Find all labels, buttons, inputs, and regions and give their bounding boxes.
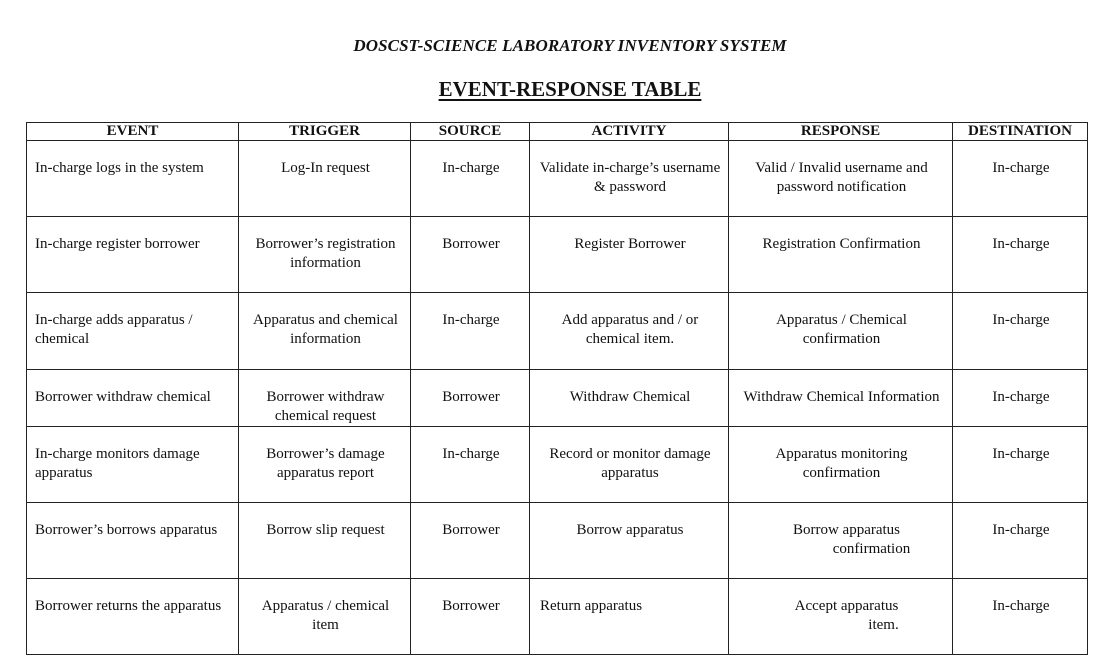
header-activity: ACTIVITY	[530, 123, 729, 141]
trigger-cell: Log-In request	[239, 141, 411, 217]
table-header-row	[27, 123, 1088, 141]
event-cell: In-charge register borrower	[27, 217, 239, 293]
destination-cell: In-charge	[953, 579, 1088, 655]
event-cell: Borrower returns the apparatus	[27, 579, 239, 655]
activity-cell: Validate in-charge’s username & password	[530, 141, 729, 217]
table-row	[27, 579, 1088, 655]
activity-cell: Withdraw Chemical	[530, 370, 729, 427]
source-cell: Borrower	[411, 370, 530, 427]
table-row	[27, 293, 1088, 370]
destination-cell: In-charge	[953, 503, 1088, 579]
response-line: confirmation	[832, 541, 911, 557]
activity-cell: Borrow apparatus	[530, 503, 729, 579]
event-cell: Borrower withdraw chemical	[27, 370, 239, 427]
table-row	[27, 217, 1088, 293]
event-cell: Borrower’s borrows apparatus	[27, 503, 239, 579]
table-row	[27, 370, 1088, 427]
response-cell: Valid / Invalid username and password notification	[729, 141, 953, 217]
response-line: Borrow apparatus	[792, 522, 901, 538]
source-cell: Borrower	[411, 217, 530, 293]
trigger-cell: Borrower’s registration information	[239, 217, 411, 293]
trigger-cell: Apparatus and chemical information	[239, 293, 411, 370]
response-line: Accept apparatus	[794, 598, 899, 614]
table-row	[27, 503, 1088, 579]
source-cell: In-charge	[411, 293, 530, 370]
source-cell: In-charge	[411, 427, 530, 503]
activity-cell: Return apparatus	[530, 579, 729, 655]
event-cell: In-charge monitors damage apparatus	[27, 427, 239, 503]
response-cell: Withdraw Chemical Information	[729, 370, 953, 427]
trigger-cell: Borrow slip request	[239, 503, 411, 579]
header-source: SOURCE	[411, 123, 530, 141]
trigger-cell: Borrower withdraw chemical request	[239, 370, 411, 427]
response-cell: Apparatus / Chemical confirmation	[729, 293, 953, 370]
response-cell: Registration Confirmation	[729, 217, 953, 293]
destination-cell: In-charge	[953, 141, 1088, 217]
source-cell: Borrower	[411, 503, 530, 579]
destination-cell: In-charge	[953, 293, 1088, 370]
table-title: EVENT-RESPONSE TABLE	[438, 77, 702, 101]
destination-cell: In-charge	[953, 370, 1088, 427]
destination-cell: In-charge	[953, 427, 1088, 503]
source-cell: Borrower	[411, 579, 530, 655]
activity-cell: Add apparatus and / or chemical item.	[530, 293, 729, 370]
event-cell: In-charge adds apparatus / chemical	[27, 293, 239, 370]
trigger-cell: Borrower’s damage apparatus report	[239, 427, 411, 503]
response-cell: Apparatus monitoring confirmation	[729, 427, 953, 503]
event-cell: In-charge logs in the system	[27, 141, 239, 217]
source-cell: In-charge	[411, 141, 530, 217]
table-row	[27, 141, 1088, 217]
activity-cell: Record or monitor damage apparatus	[530, 427, 729, 503]
activity-cell: Register Borrower	[530, 217, 729, 293]
response-line: item.	[868, 617, 899, 633]
table-row	[27, 427, 1088, 503]
trigger-cell: Apparatus / chemical item	[239, 579, 411, 655]
header-response: RESPONSE	[729, 123, 953, 141]
header-trigger: TRIGGER	[239, 123, 411, 141]
header-destination: DESTINATION	[953, 123, 1088, 141]
document-title: DOSCST-SCIENCE LABORATORY INVENTORY SYSTEM	[353, 36, 787, 55]
response-cell	[729, 579, 953, 655]
destination-cell: In-charge	[953, 217, 1088, 293]
header-event: EVENT	[27, 123, 239, 141]
event-response-table	[26, 122, 1088, 655]
response-cell	[729, 503, 953, 579]
